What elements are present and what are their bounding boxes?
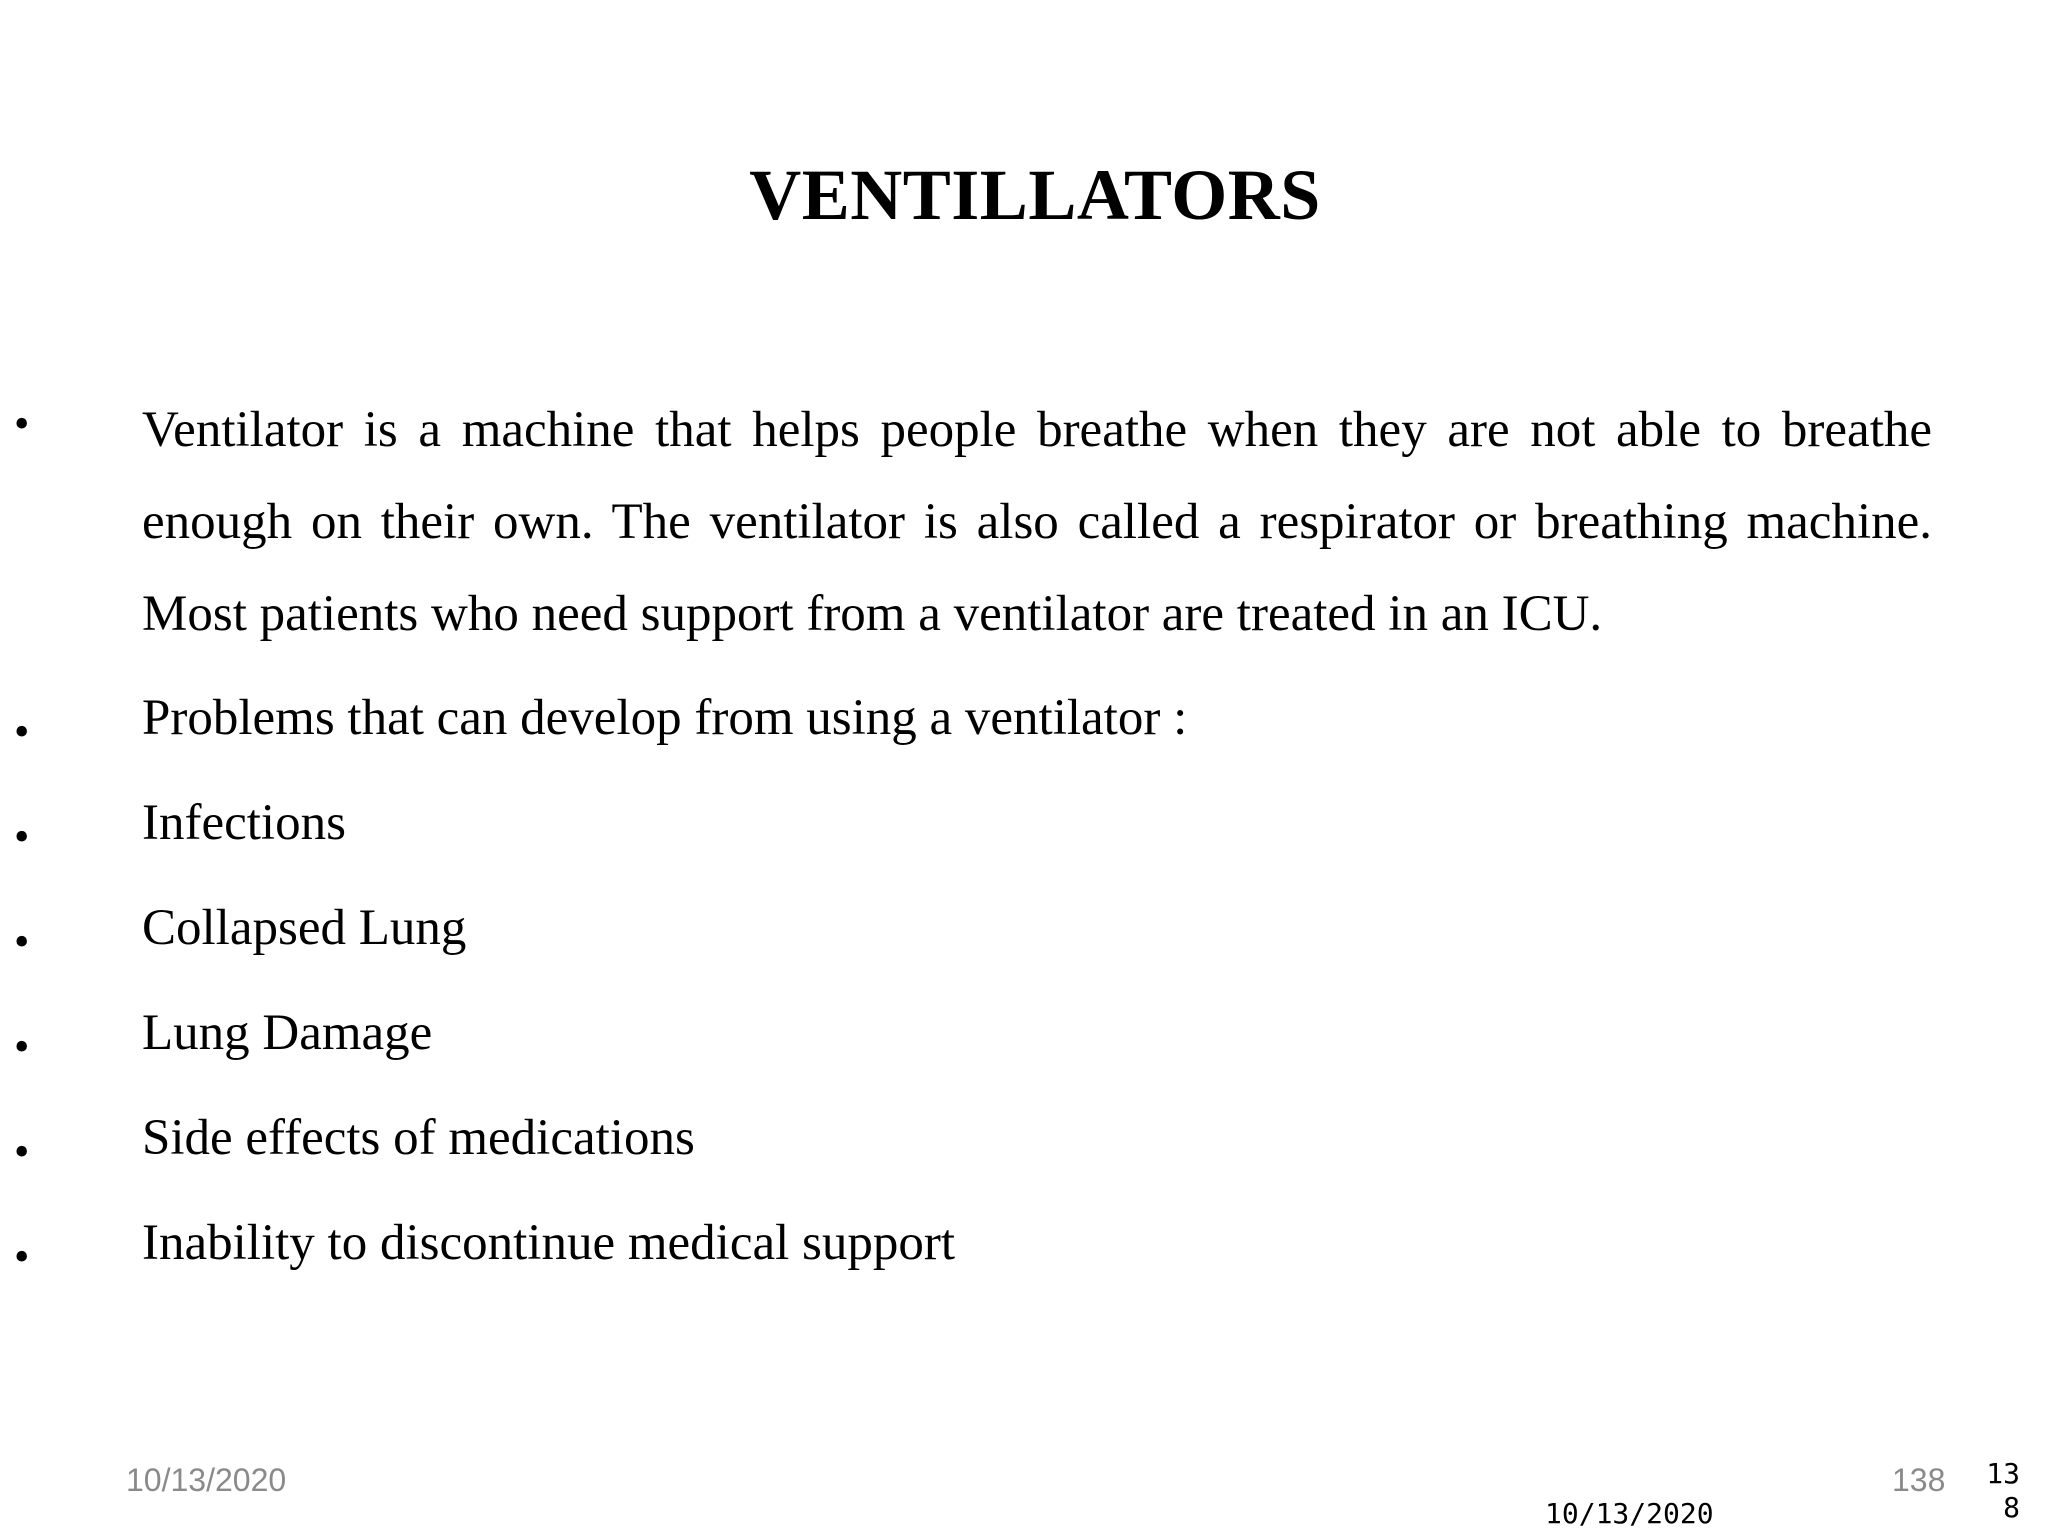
bullet-text: Problems that can develop from using a ventilator : (142, 690, 1188, 746)
bullet-item (0, 1092, 2048, 1197)
bullet-icon: • (14, 1022, 30, 1071)
bullet-text: Infections (142, 795, 346, 851)
bullet-list (0, 384, 2048, 1302)
bullet-icon: • (14, 917, 30, 966)
slide-title: VENTILLATORS (749, 155, 1321, 235)
footer-date: 10/13/2020 (126, 1462, 287, 1498)
bullet-item (0, 672, 2048, 777)
page-number-line-1: 13 (1986, 1457, 2020, 1490)
bullet-icon: • (14, 1232, 30, 1281)
page-number-line-2: 8 (2003, 1491, 2020, 1524)
bullet-text: Side effects of medications (142, 1110, 695, 1166)
bullet-text: Collapsed Lung (142, 900, 467, 956)
bullet-icon: • (14, 707, 30, 756)
bullet-item (0, 777, 2048, 882)
footer-date-secondary: 10/13/2020 (1545, 1497, 1714, 1530)
bullet-item (0, 384, 2048, 660)
bullet-icon: • (14, 812, 30, 861)
footer-page-number: 138 (1892, 1462, 1946, 1498)
bullet-text: Ventilator is a machine that helps people breathe when they are not able to breathe enough on their own. The ventilator is also called a respirator or breathing machine. Most patients who need support from a ventilator are treated in an ICU. (142, 402, 1932, 642)
bullet-item (0, 987, 2048, 1092)
bullet-item (0, 882, 2048, 987)
footer-page-number-secondary (1984, 1457, 2020, 1525)
bullet-icon: • (14, 399, 30, 448)
bullet-item (0, 1197, 2048, 1302)
bullet-text: Inability to discontinue medical support (142, 1215, 956, 1271)
bullet-text: Lung Damage (142, 1005, 433, 1061)
bullet-icon: • (14, 1127, 30, 1176)
